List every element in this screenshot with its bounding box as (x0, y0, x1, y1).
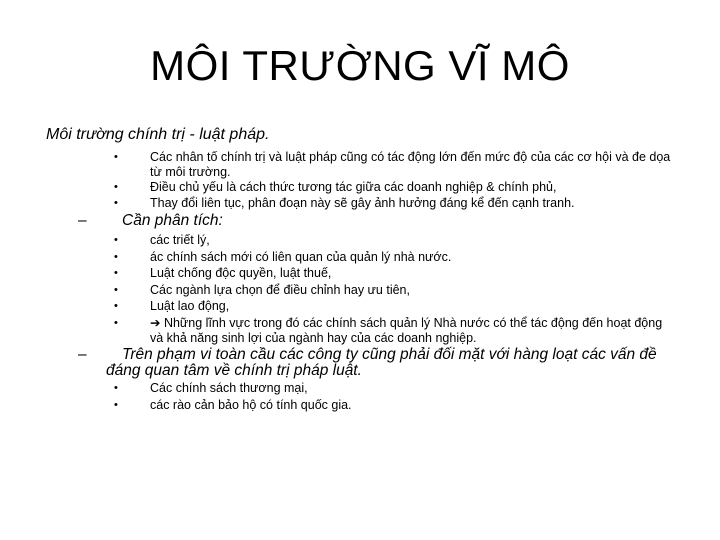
dash-marker: – (78, 212, 87, 229)
bullet-marker: • (114, 181, 118, 193)
slide-title: MÔI TRƯỜNG VĨ MÔ (150, 42, 570, 89)
dash-text: Trên phạm vi toàn cầu các công ty cũng phải đối mặt với hàng loạt các vấn đề (122, 346, 657, 363)
bullet-text: Các nhân tố chính trị và luật pháp cũng có tác động lớn đến mức độ của các cơ hội và đe dọa từ môi trường. (150, 150, 671, 179)
bullet-text: các triết lý, (150, 233, 210, 247)
bullet-text: Luật lao động, (150, 299, 230, 313)
bullet-marker: • (114, 151, 118, 163)
bullet-marker: • (114, 300, 118, 312)
bullet-text: các rào cản bảo hộ có tính quốc gia. (150, 398, 352, 412)
bullet-marker: • (114, 284, 118, 296)
section-heading: Môi trường chính trị - luật pháp. (46, 126, 270, 143)
dash-text-continuation: đáng quan tâm về chính trị pháp luật. (106, 362, 362, 379)
bullet-text: ác chính sách mới có liên quan của quản lý nhà nước. (150, 250, 452, 264)
bullet-marker: • (114, 267, 118, 279)
bullet-marker: • (114, 399, 118, 411)
bullet-marker: • (114, 197, 118, 209)
bullet-text: Các ngành lựa chọn để điều chỉnh hay ưu tiên, (150, 283, 410, 297)
dash-text: Cần phân tích: (122, 212, 223, 229)
bullet-marker: • (114, 382, 118, 394)
dash-marker: – (78, 346, 87, 363)
bullet-marker: • (114, 234, 118, 246)
bullet-text: Các chính sách thương mại, (150, 381, 308, 395)
bullet-marker: • (114, 317, 118, 329)
bullet-text: ➔ Những lĩnh vực trong đó các chính sách quản lý Nhà nước có thể tác động đến hoạt động và khả năng sinh lợi của ngành hay của các doanh nghiệp. (150, 316, 663, 345)
bullet-text: Điều chủ yếu là cách thức tương tác giữa các doanh nghiệp & chính phủ, (150, 180, 557, 194)
bullet-text: Thay đổi liên tục, phân đoạn này sẽ gây ảnh hưởng đáng kể đến cạnh tranh. (150, 196, 575, 210)
bullet-marker: • (114, 251, 118, 263)
bullet-text: Luật chống độc quyền, luật thuế, (150, 266, 332, 280)
